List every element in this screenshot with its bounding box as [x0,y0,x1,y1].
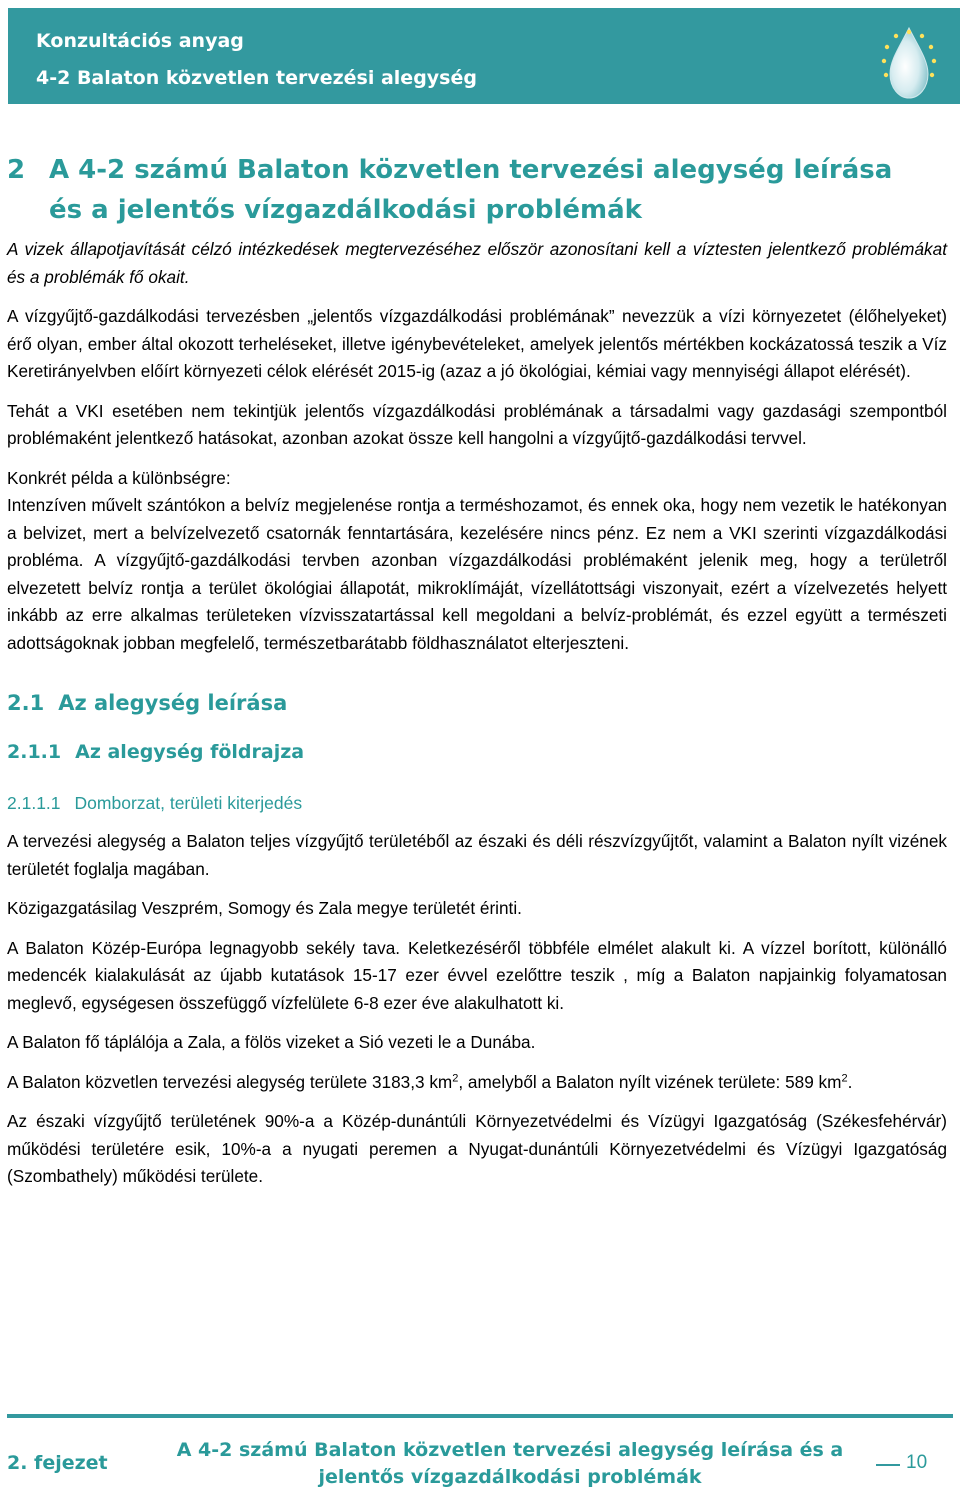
chapter-title [7,150,947,230]
authority-paragraph: Az északi vízgyűjtő területének 90%-a a Közép-dunántúli Környezetvédelmi és Vízügyi Igazgatóság (Székesfehérvár) működési területére esik, 10%-a a nyugati peremen a Nyugat-dunántúli Környezetvédelmi és Vízügyi Igazgatóság (Szombathely) működési területe. [7,1111,947,1186]
footer-title [170,1437,850,1491]
water-drop-eu-stars-icon [866,20,952,106]
size-text-c: . [847,1071,853,1092]
document-content [7,150,947,1191]
chapter-title-line2: és a jelentős vízgazdálkodási problémák [49,195,642,225]
footer-dash [876,1464,900,1466]
page-number: 10 [906,1452,928,1473]
section-2-1-heading [7,691,947,715]
section-2-1-title: Az alegység leírása [58,691,288,715]
superscript-1: 2 [452,1071,459,1084]
example-label: Konkrét példa a különbségre: [7,467,231,488]
footer-title-line1: A 4-2 számú Balaton közvetlen tervezési alegység leírása és a [176,1439,844,1461]
area-paragraph: A tervezési alegység a Balaton teljes vízgyűjtő területéből az északi és déli részvízgyűjtőt, valamint a Balaton nyílt vizének területét foglalja magában. [7,831,947,879]
section-2-1-1-title: Az alegység földrajza [75,741,305,763]
vki-paragraph: Tehát a VKI esetében nem tekintjük jelentős vízgazdálkodási problémának a társadalmi vagy gazdasági szempontból problémaként jelentkező hatásokat, azonban azokat össze kell hangolni a vízgyűjtő-gazdálkodási tervvel. [7,400,947,448]
footer-title-line2: jelentős vízgazdálkodási problémák [318,1466,702,1488]
section-2-1-number: 2.1 [7,691,45,715]
example-paragraph: Intenzíven művelt szántókon a belvíz megjelenése rontja a terméshozamot, és ennek oka, hogy nem vezetik le hatékonyan a belvizet, mert a belvízelvezető csatornák fenntartására, kezelésére nincs pénz. Ez nem a VKI szerinti vízgazdálkodási probléma. A vízgyűjtő-gazdálkodási tervben azonban vízgazdálkodási problémaként jelenik meg, hogy a területről elvezetett belvíz rontja a terület ökológiai állapotát, mikroklímáját, vízellátottsági viszonyait, ezért a vízelvezetés helyett inkább az erre alkalmas területeken vízvisszatartással kell megoldani a belvíz-problémát, és ezzel együtt a természeti adottságoknak jobban megfelelő, természetbarátabb földhasználatot elterjeszteni. [7,495,947,653]
size-paragraph [7,1069,947,1097]
chapter-number: 2 [7,155,26,185]
header-title: Konzultációs anyag [36,30,244,52]
origin-paragraph: A Balaton Közép-Európa legnagyobb sekély tava. Keletkezéséről többféle elmélet alakult ki. A vízzel borított, különálló medencék kialakulását az újabb kutatások 15-17 ezer évvel ezelőttre teszik , míg a Balaton napjainkig folyamatosan meglevő, egységesen összefüggő vízfelülete 6-8 ezer éve alakulhatott ki. [7,937,947,1013]
admin-paragraph: Közigazgatásilag Veszprém, Somogy és Zala megye területét érinti. [7,898,522,918]
intro-paragraph: A vizek állapotjavítását célzó intézkedések megtervezéséhez először azonosítani kell a víztesten jelentkező problémákat és a problémák fő okait. [7,239,947,287]
size-text-b: , amelyből a Balaton nyílt vizének területe: 589 km [458,1071,842,1092]
section-2-1-1-heading [7,741,947,763]
footer-divider [7,1414,953,1418]
section-2-1-1-1-heading [7,793,947,814]
section-2-1-1-1-title: Domborzat, területi kiterjedés [74,793,303,813]
section-2-1-1-number: 2.1.1 [7,741,62,763]
section-2-1-1-1-number: 2.1.1.1 [7,793,61,813]
document-header [8,8,960,104]
size-text-a: A Balaton közvetlen tervezési alegység területe 3183,3 km [7,1071,453,1092]
header-subtitle: 4-2 Balaton közvetlen tervezési alegység [36,67,477,89]
superscript-2: 2 [841,1071,848,1084]
chapter-title-line1: A 4-2 számú Balaton közvetlen tervezési alegység leírása [49,155,893,185]
footer-chapter-label: 2. fejezet [7,1452,108,1474]
rivers-paragraph: A Balaton fő táplálója a Zala, a fölös vizeket a Sió vezeti le a Dunába. [7,1032,536,1052]
definition-paragraph: A vízgyűjtő-gazdálkodási tervezésben „jelentős vízgazdálkodási problémának” nevezzük a vízi környezetet (élőhelyeket) érő olyan, ember által okozott terheléseket, illetve igénybevételeket, amelyek jelentős mértékben kockázatossá teszik a Víz Keretirányelvben előírt környezeti célok elérését 2015-ig (azaz a jó ökológiai, kémiai vagy mennyiségi állapot elérését). [7,306,947,381]
